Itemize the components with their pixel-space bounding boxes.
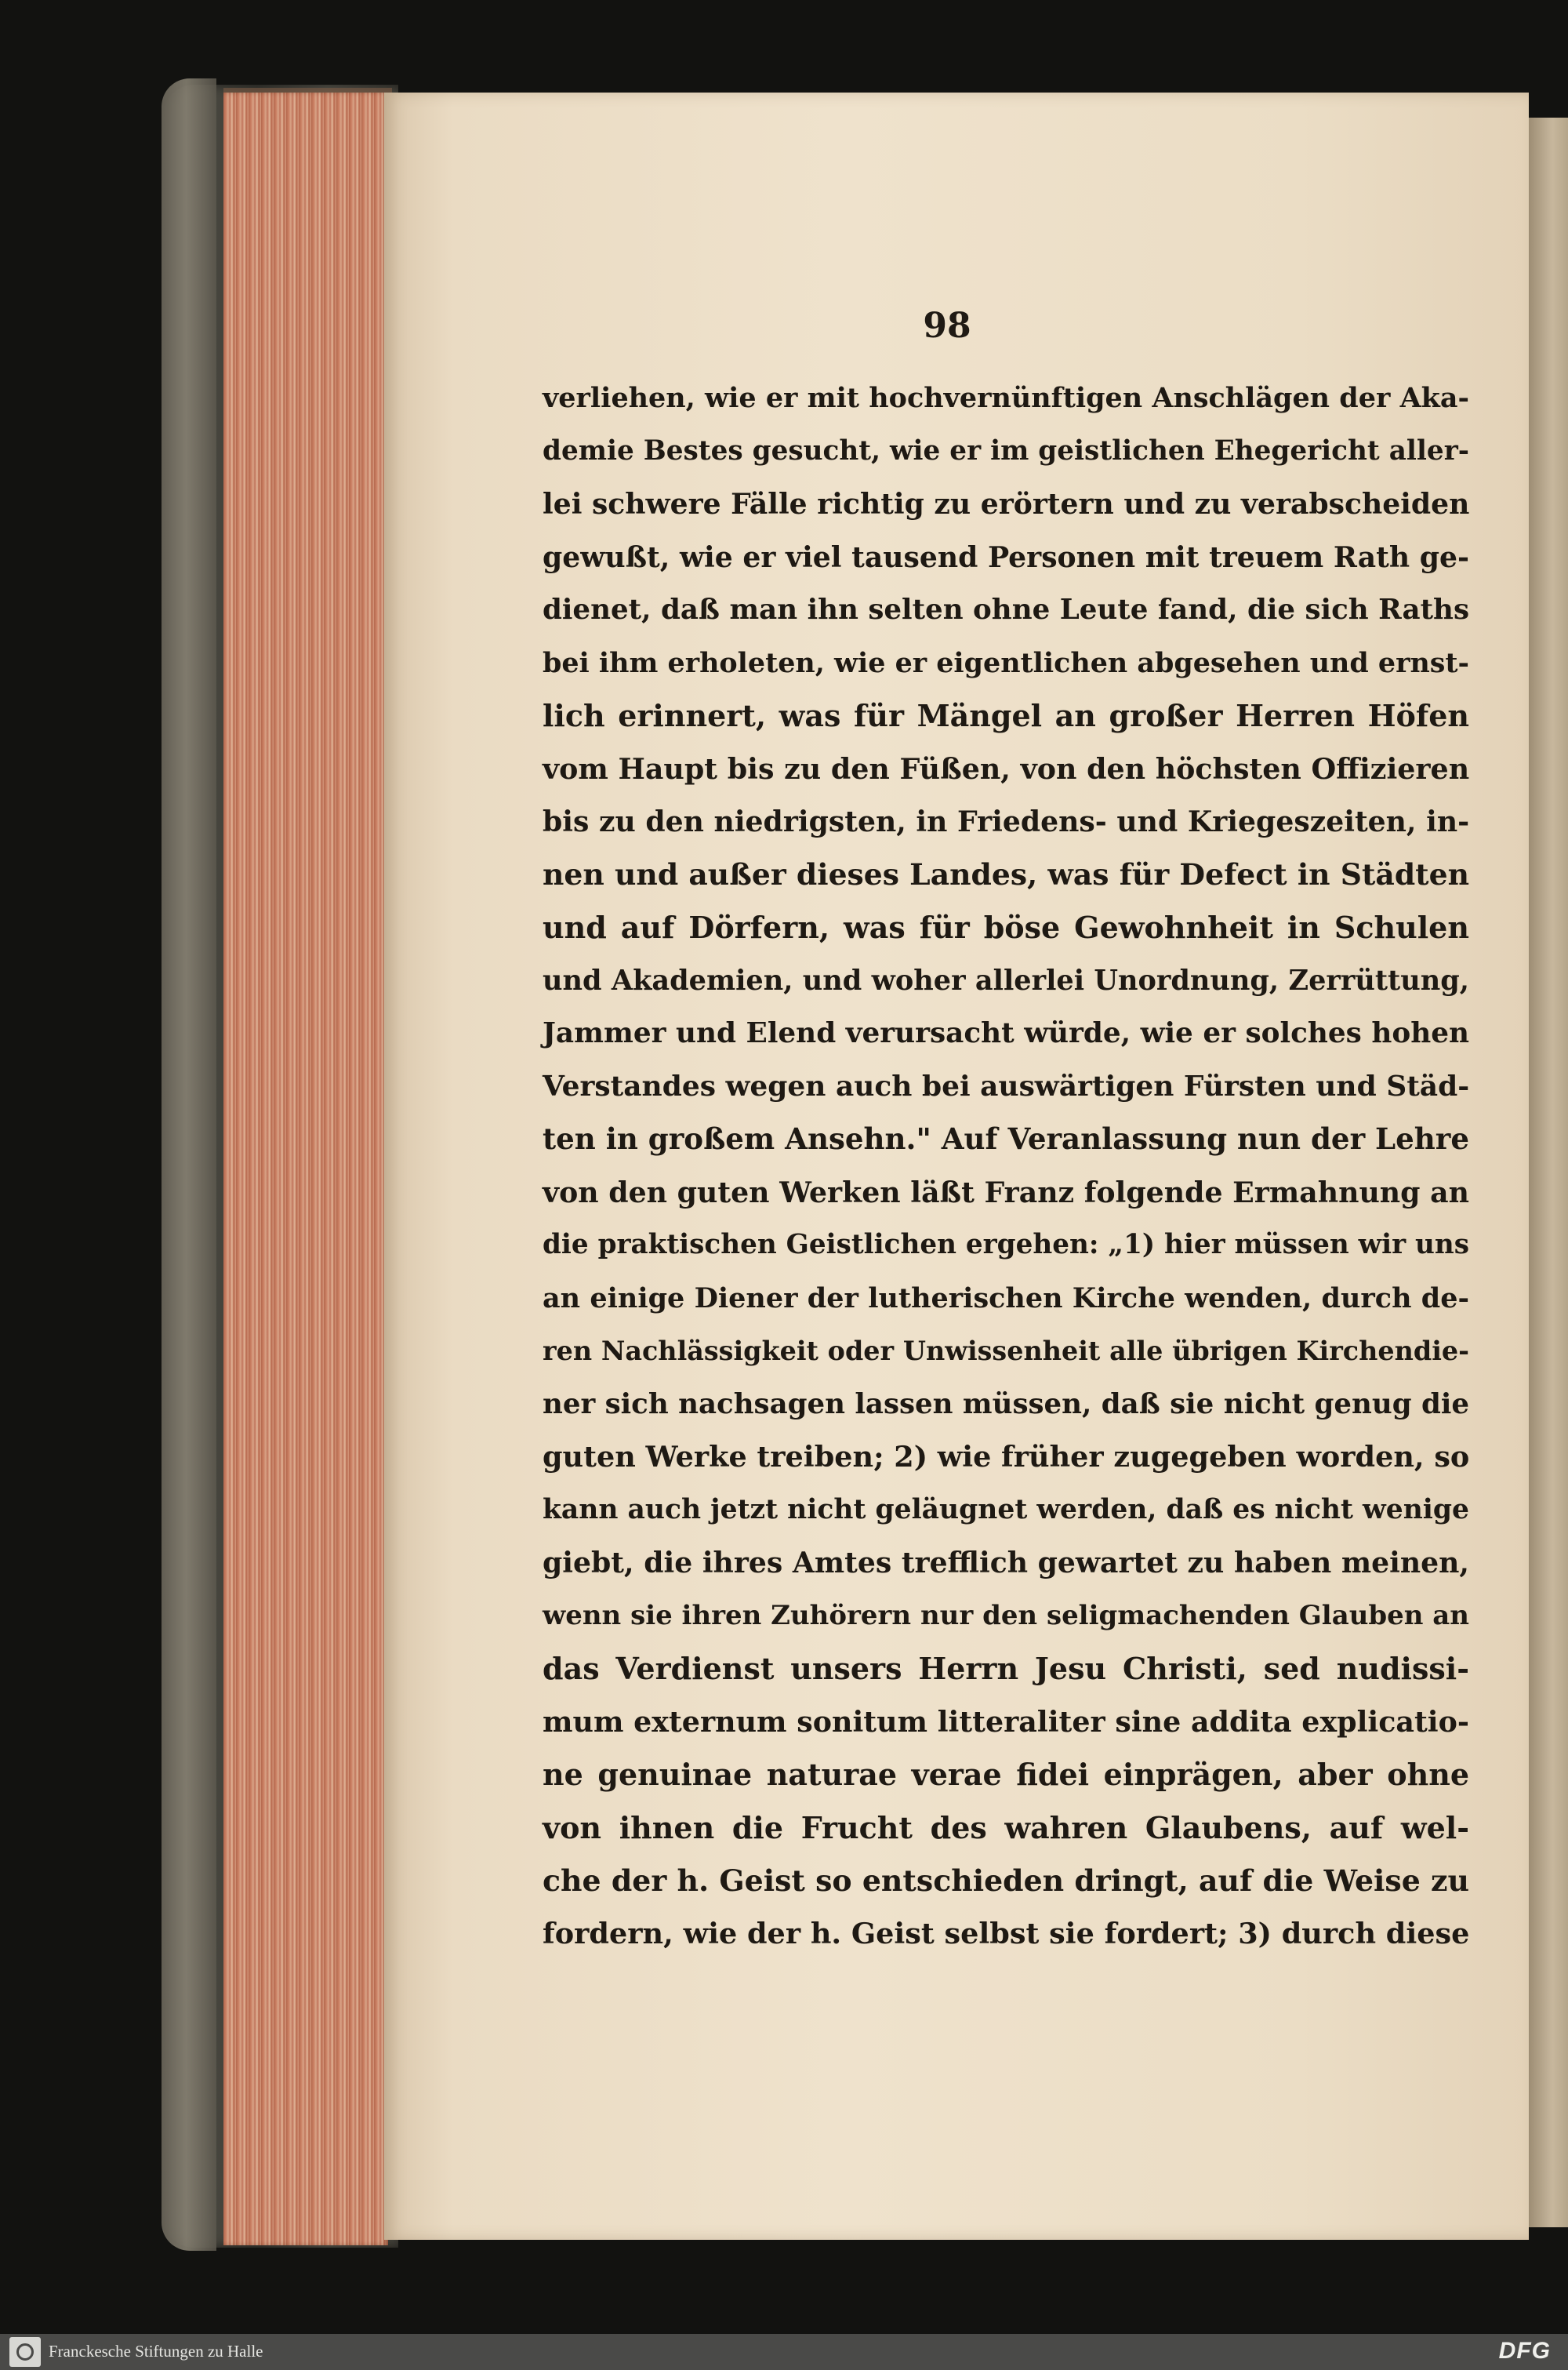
page-stack-edges — [223, 93, 388, 2245]
page-text — [543, 372, 1469, 1960]
facing-page-edge — [1529, 118, 1568, 2227]
text-line: lei schwere Fälle richtig zu erörtern und zu verabscheiden — [543, 487, 1470, 521]
text-line: dienet, daß man ihn selten ohne Leute fand, die sich Raths — [543, 594, 1469, 626]
text-line: ren Nachlässigkeit oder Unwissenheit alle übrigen Kirchendie- — [543, 1336, 1469, 1366]
text-line: ner sich nachsagen lassen müssen, daß sie nicht genug die — [543, 1387, 1469, 1420]
text-line: guten Werke treiben; 2) wie früher zugegeben worden, so — [543, 1440, 1470, 1474]
text-line: che der h. Geist so entschieden dringt, auf die Weise zu — [543, 1863, 1469, 1898]
text-line: lich erinnert, was für Mängel an großer Herren Höfen — [543, 698, 1469, 733]
institution-logo-icon — [9, 2337, 41, 2367]
book-page — [384, 93, 1529, 2240]
text-line: bis zu den niedrigsten, in Friedens- und Kriegeszeiten, in- — [543, 805, 1470, 838]
footer-bar — [0, 2334, 1568, 2370]
text-line: verliehen, wie er mit hochvernünftigen Anschlägen der Aka- — [543, 382, 1469, 414]
text-line: Jammer und Elend verursacht würde, wie er solches hohen — [543, 1016, 1469, 1049]
text-line: wenn sie ihren Zuhörern nur den seligmachenden Glauben an — [543, 1599, 1469, 1631]
text-line: die praktischen Geistlichen ergehen: „1) hier müssen wir uns — [543, 1229, 1469, 1260]
text-line: von den guten Werken läßt Franz folgende Ermahnung an — [543, 1175, 1469, 1209]
text-line: nen und außer dieses Landes, was für Defect in Städten — [543, 856, 1469, 892]
text-line: fordern, wie der h. Geist selbst sie fordert; 3) durch diese — [543, 1916, 1470, 1950]
text-line: und auf Dörfern, was für böse Gewohnheit in Schulen — [543, 910, 1469, 945]
text-line: kann auch jetzt nicht geläugnet werden, daß es nicht wenige — [543, 1493, 1469, 1525]
text-line: bei ihm erholeten, wie er eigentlichen abgesehen und ernst- — [543, 646, 1469, 679]
text-line: gewußt, wie er viel tausend Personen mit treuem Rath ge- — [543, 540, 1469, 574]
page-number: 98 — [923, 306, 971, 346]
book-spine-edge — [162, 78, 216, 2251]
text-line: demie Bestes gesucht, wie er im geistlichen Ehegericht aller- — [543, 434, 1469, 467]
text-line: ne genuinae naturae verae fidei einprägen, aber ohne — [543, 1757, 1469, 1792]
text-line: an einige Diener der lutherischen Kirche wenden, durch de- — [543, 1281, 1469, 1314]
dfg-logo: DFG — [1498, 2338, 1551, 2364]
text-line: vom Haupt bis zu den Füßen, von den höchsten Offizieren — [543, 751, 1470, 786]
footer-credit: Franckesche Stiftungen zu Halle — [49, 2342, 263, 2361]
text-line: von ihnen die Frucht des wahren Glaubens, auf wel- — [543, 1809, 1469, 1845]
text-line: das Verdienst unsers Herrn Jesu Christi, sed nudissi- — [543, 1651, 1469, 1686]
text-line: mum externum sonitum litteraliter sine addita explicatio- — [543, 1704, 1469, 1739]
text-line: ten in großem Ansehn." Auf Veranlassung nun der Lehre — [543, 1121, 1470, 1156]
text-line: und Akademien, und woher allerlei Unordnung, Zerrüttung, — [543, 964, 1469, 997]
text-line: Verstandes wegen auch bei auswärtigen Fürsten und Städ- — [543, 1069, 1470, 1103]
text-line: giebt, die ihres Amtes trefflich gewartet zu haben meinen, — [543, 1546, 1469, 1579]
